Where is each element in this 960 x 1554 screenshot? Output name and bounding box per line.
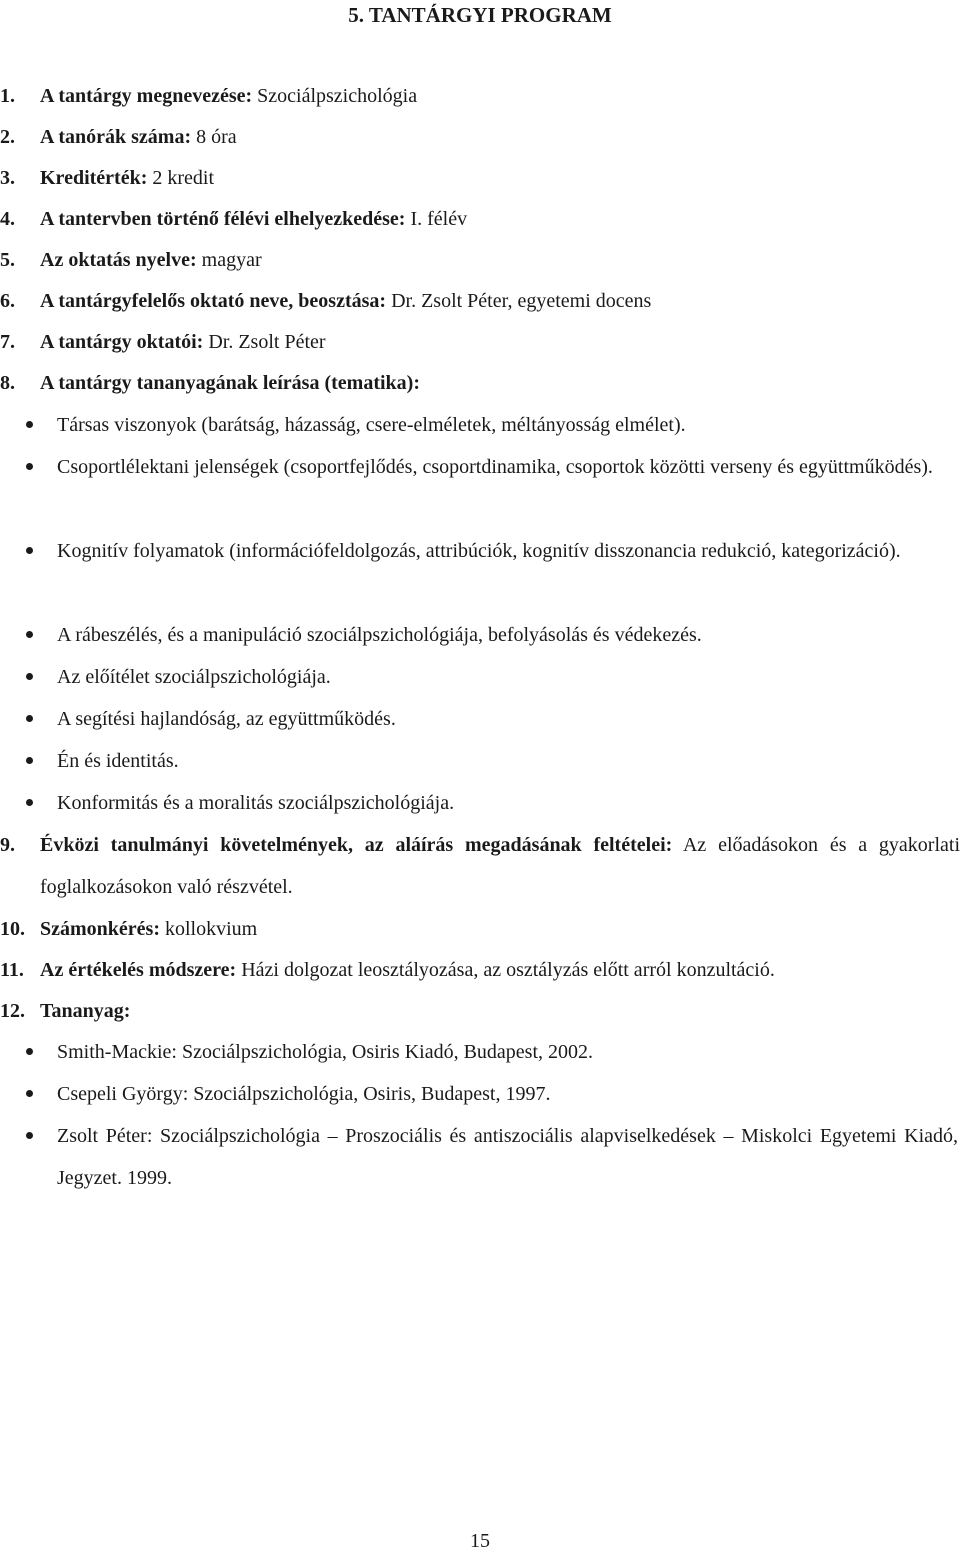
item-label: A tantárgy oktatói:	[40, 331, 204, 353]
item-semester	[0, 206, 467, 232]
tematika-bullet	[0, 656, 958, 698]
item-number: 9.	[0, 834, 15, 856]
item-label: A tanórák száma:	[40, 126, 192, 148]
bullet-icon	[26, 715, 33, 722]
item-subject-name	[0, 83, 417, 109]
bullet-icon	[26, 673, 33, 680]
item-label: A tantárgy megnevezése:	[40, 85, 253, 107]
item-value: Dr. Zsolt Péter, egyetemi docens	[386, 290, 652, 312]
item-number: 12.	[0, 1000, 25, 1022]
page-number: 15	[470, 1530, 490, 1552]
tematika-bullet	[0, 782, 958, 824]
item-evaluation-method	[0, 957, 775, 983]
item-label: Kreditérték:	[40, 167, 148, 189]
tematika-bullet	[0, 740, 958, 782]
item-value: Házi dolgozat leosztályozása, az osztályzás előtt arról konzultáció.	[236, 959, 775, 981]
bullet-icon	[26, 1048, 33, 1055]
item-lesson-count	[0, 124, 237, 150]
item-number: 3.	[0, 167, 15, 189]
tananyag-bullet	[0, 1031, 958, 1073]
item-number: 11.	[0, 959, 24, 981]
bullet-text: Smith-Mackie: Szociálpszichológia, Osiris Kiadó, Budapest, 2002.	[57, 1041, 594, 1063]
tematika-bullet	[0, 404, 958, 446]
bullet-icon	[26, 1090, 33, 1097]
tematika-bullet	[0, 698, 958, 740]
tematika-bullet	[0, 446, 958, 488]
item-value: I. félév	[405, 208, 468, 230]
item-value: kollokvium	[159, 918, 258, 940]
item-number: 8.	[0, 372, 15, 394]
item-credit	[0, 165, 214, 191]
bullet-text: A segítési hajlandóság, az együttműködés.	[57, 708, 396, 730]
item-language	[0, 247, 262, 273]
bullet-icon	[26, 631, 33, 638]
item-number: 6.	[0, 290, 15, 312]
item-number: 1.	[0, 85, 15, 107]
bullet-icon	[26, 799, 33, 806]
bullet-text: Konformitás és a moralitás szociálpszichológiája.	[57, 792, 455, 814]
item-value: Szociálpszichológia	[252, 85, 418, 107]
item-label: A tantárgy tananyagának leírása (tematika):	[40, 372, 420, 394]
item-value: 2 kredit	[147, 167, 215, 189]
bullet-text: Én és identitás.	[57, 750, 179, 772]
item-label: Számonkérés:	[40, 918, 160, 940]
item-course-material	[0, 998, 130, 1024]
bullet-icon	[26, 463, 33, 470]
item-number: 5.	[0, 249, 15, 271]
tematika-bullet	[0, 530, 958, 572]
item-curriculum-description	[0, 370, 420, 396]
bullet-icon	[26, 421, 33, 428]
item-number: 7.	[0, 331, 15, 353]
bullet-icon	[26, 1132, 33, 1139]
item-label: A tantervben történő félévi elhelyezkedése:	[40, 208, 406, 230]
bullet-text: Kognitív folyamatok (információfeldolgozás, attribúciók, kognitív disszonancia redukció, kategorizáció).	[57, 540, 901, 562]
bullet-text: A rábeszélés, és a manipuláció szociálpszichológiája, befolyásolás és védekezés.	[57, 624, 702, 646]
item-responsible-lecturer	[0, 288, 651, 314]
tematika-bullet	[0, 614, 958, 656]
item-label: Az oktatás nyelve:	[40, 249, 197, 271]
item-instructors	[0, 329, 326, 355]
bullet-icon	[26, 757, 33, 764]
bullet-icon	[26, 547, 33, 554]
bullet-text: Az előítélet szociálpszichológiája.	[57, 666, 331, 688]
bullet-text: Zsolt Péter: Szociálpszichológia – Proszociális és antiszociális alapviselkedések – Miskolci Egyetemi Kiadó, Jegyzet. 1999.	[57, 1125, 958, 1189]
item-requirements	[0, 824, 960, 908]
item-assessment	[0, 916, 257, 942]
item-value: Dr. Zsolt Péter	[203, 331, 326, 353]
item-label: A tantárgyfelelős oktató neve, beosztása:	[40, 290, 387, 312]
item-number: 4.	[0, 208, 15, 230]
item-label: Tananyag:	[40, 1000, 131, 1022]
tananyag-bullet	[0, 1073, 958, 1115]
page-title: 5. TANTÁRGYI PROGRAM	[348, 3, 612, 27]
item-value: Az előadásokon és a gyakorlati foglalkozásokon való részvétel.	[40, 834, 960, 898]
item-label: Az értékelés módszere:	[40, 959, 237, 981]
item-body	[40, 824, 960, 908]
bullet-text: Csepeli György: Szociálpszichológia, Osiris, Budapest, 1997.	[57, 1083, 551, 1105]
item-value: 8 óra	[191, 126, 237, 148]
bullet-text: Csoportlélektani jelenségek (csoportfejlődés, csoportdinamika, csoportok közötti verseny és együttműködés).	[57, 456, 933, 478]
item-label: Évközi tanulmányi követelmények, az aláírás megadásának feltételei:	[40, 834, 673, 856]
item-value: magyar	[196, 249, 262, 271]
item-number: 10.	[0, 918, 25, 940]
tananyag-bullet	[0, 1115, 958, 1199]
item-number: 2.	[0, 126, 15, 148]
bullet-text: Társas viszonyok (barátság, házasság, csere-elméletek, méltányosság elmélet).	[57, 414, 686, 436]
